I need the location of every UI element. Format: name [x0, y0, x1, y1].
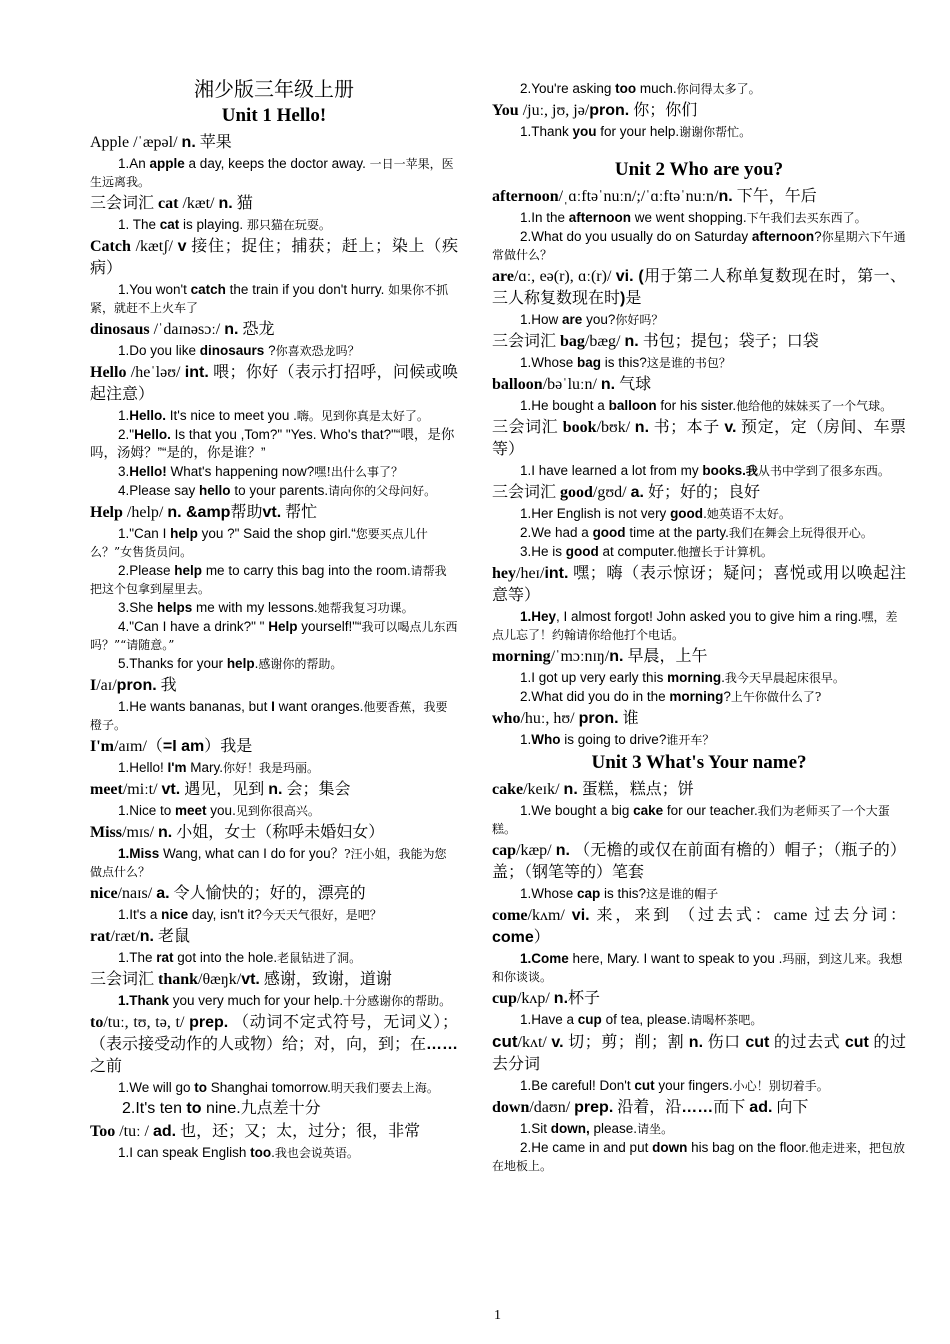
example-sentence: 2.What did you do in the morning?上午你做什么了?	[520, 689, 822, 704]
vocab-entry: Too /tuː / ad. 也，还；又；太，过分；很，非常	[90, 1123, 421, 1140]
example-sentence: 1.An apple a day, keeps the doctor away. 一日一苹果，医生远离我。	[90, 156, 454, 189]
example-sentence: 1.Whose bag is this?这是谁的书包？	[520, 355, 731, 370]
example-sentence: 1.We will go to Shanghai tomorrow.明天我们要去上海。	[118, 1080, 439, 1095]
vocab-entry: balloon/bəˈluːn/ n. 气球	[492, 376, 652, 393]
vocab-entry: afternoon/ˌɑːftəˈnuːn/;/ˈɑːftəˈnuːn/n. 下午，午后	[492, 188, 817, 205]
vocab-entry: 三会词汇 thank/θæŋk/vt. 感谢，致谢，道谢	[90, 971, 392, 988]
vocab-entry: 三会词汇 book/bʊk/ n. 书；本子 v. 预定，定（房间、车票等）	[492, 419, 906, 458]
example-sentence: 1.Who is going to drive?谁开车？	[520, 732, 715, 747]
example-sentence: 1.Thank you for your help.谢谢你帮忙。	[520, 124, 752, 139]
vocab-entry: cup/kʌp/ n.杯子	[492, 990, 601, 1007]
vocab-entry: to/tuː, tʊ, tə, t/ prep. （动词不定式符号，无词义）；（表示接受动作的人或物）给；对，向，到；在……之前	[90, 1014, 459, 1075]
example-sentence: 1.Hello. It's nice to meet you .嗨。见到你真是太好了。	[118, 408, 429, 423]
unit-heading: Unit 3 What's Your name?	[591, 752, 807, 773]
example-sentence: 4.Please say hello to your parents.请向你的父母问好。	[118, 483, 437, 498]
example-sentence: 1.How are you?你好吗？	[520, 312, 664, 327]
vocab-entry: 三会词汇 cat /kæt/ n. 猫	[90, 195, 253, 212]
vocab-entry: Miss/mɪs/ n. 小姐，女士（称呼未婚妇女）	[90, 824, 385, 841]
vocab-entry: who/huː, hʊ/ pron. 谁	[492, 710, 639, 727]
vocab-entry: dinosaus /ˈdaɪnəsɔː/ n. 恐龙	[90, 321, 275, 338]
example-sentence: 1. The cat is playing. 那只猫在玩耍。	[118, 217, 331, 232]
example-sentence: 1.Her English is not very good.她英语不太好。	[520, 506, 791, 521]
example-sentence: 2.You're asking too much.你问得太多了。	[520, 81, 761, 96]
example-sentence	[492, 142, 906, 156]
example-sentence: 1.Nice to meet you.见到你很高兴。	[118, 803, 320, 818]
example-sentence: 2.What do you usually do on Saturday afternoon?你星期六下午通常做什么？	[492, 229, 906, 262]
page-title: 湘少版三年级上册	[194, 79, 354, 101]
vocab-entry: cut/kʌt/ v. 切；剪；削；割 n. 伤口 cut 的过去式 cut 的过去分词	[492, 1032, 906, 1073]
vocab-entry: are/ɑː, eə(r), ɑː(r)/ vi. (用于第二人称单复数现在时，第一、三人称复数现在时)是	[492, 268, 906, 307]
unit-heading: Unit 2 Who are you?	[614, 159, 784, 180]
vocab-entry: morning/ˈmɔːnɪŋ/n. 早晨，上午	[492, 648, 708, 665]
example-sentence: 1.Hey, I almost forgot! John asked you to give him a ring.嘿，差点儿忘了！约翰请你给他打个电话。	[492, 609, 898, 642]
example-sentence: 1.You won't catch the train if you don't hurry. 如果你不抓紧，就赶不上火车了	[90, 282, 449, 315]
vocab-entry: meet/miːt/ vt. 遇见，见到 n. 会；集会	[90, 781, 351, 798]
example-sentence: 1.I can speak English too.我也会说英语。	[118, 1145, 359, 1160]
vocab-entry: I'm/aɪm/（=I am）我是	[90, 738, 253, 755]
vocab-entry: Apple /ˈæpəl/ n. 苹果	[90, 134, 232, 151]
vocab-entry: down/daʊn/ prep. 沿着，沿……而下 ad. 向下	[492, 1099, 809, 1116]
example-sentence: 5.Thanks for your help.感谢你的帮助。	[118, 656, 343, 671]
example-sentence: 3.She helps me with my lessons.她帮我复习功课。	[118, 600, 414, 615]
vocab-entry: 三会词汇 bag/bæg/ n. 书包；提包；袋子；口袋	[492, 333, 819, 350]
example-sentence: 1.Miss Wang, what can I do for you？?汪小姐，我能为您做点什么？	[90, 846, 447, 879]
example-sentence: 1.I have learned a lot from my books.我从书中学到了很多东西。	[520, 463, 890, 478]
example-sentence: 1.Have a cup of tea, please.请喝杯茶吧。	[520, 1012, 763, 1027]
right-column	[492, 80, 906, 1176]
vocab-entry: Hello /heˈləʊ/ int. 喂；你好（表示打招呼，问候或唤起注意）	[90, 364, 458, 403]
example-sentence: 1.He wants bananas, but I want oranges.他要香蕉，我要橙子。	[90, 699, 448, 732]
vocab-entry: Help /help/ n. &amp帮助vt. 帮忙	[90, 504, 318, 521]
vocab-entry: come/kʌm/ vi. 来，来到 （过去式：came 过去分词：come）	[492, 907, 906, 946]
example-sentence: 2.Please help me to carry this bag into the room.请帮我把这个包拿到屋里去。	[90, 563, 447, 596]
vocab-entry: cake/keɪk/ n. 蛋糕，糕点；饼	[492, 781, 694, 798]
example-sentence: 3.He is good at computer.他擅长于计算机。	[520, 544, 773, 559]
example-sentence: 2.He came in and put down his bag on the floor.他走进来，把包放在地板上。	[492, 1140, 905, 1173]
page-number: 1	[494, 1308, 501, 1323]
example-sentence: 1.The rat got into the hole.老鼠钻进了洞。	[118, 950, 362, 965]
example-sentence: 4."Can I have a drink?" " Help yourself!"“我可以喝点儿东西吗？”“请随意。”	[90, 619, 458, 652]
example-sentence: 3.Hello! What's happening now?嘿!出什么事了？	[118, 464, 404, 479]
vocab-entry: nice/naɪs/ a. 令人愉快的；好的，漂亮的	[90, 885, 366, 902]
example-sentence: 1.I got up very early this morning.我今天早晨起床很早。	[520, 670, 845, 685]
example-sentence: 1.Do you like dinosaurs ?你喜欢恐龙吗？	[118, 343, 360, 358]
example-sentence: 1.Whose cap is this?这是谁的帽子	[520, 886, 719, 901]
example-sentence: 1.In the afternoon we went shopping.下午我们去买东西了。	[520, 210, 867, 225]
vocab-entry: hey/heɪ/int. 嘿；嗨（表示惊讶；疑问；喜悦或用以唤起注意等）	[492, 565, 906, 604]
example-sentence: 2.It's ten to nine.九点差十分	[122, 1100, 321, 1117]
example-sentence: 1.Thank you very much for your help.十分感谢你的帮助。	[118, 993, 452, 1008]
example-sentence: 1.Come here, Mary. I want to speak to you .玛丽，到这儿来。我想和你谈谈。	[492, 951, 903, 984]
example-sentence: 2."Hello. Is that you ,Tom?" "Yes. Who's that?"“喂，是你吗，汤姆？”“是的，你是谁？”	[90, 427, 455, 460]
example-sentence: 1.Hello! I'm Mary.你好！我是玛丽。	[118, 760, 320, 775]
vocab-entry: You /juː, jʊ, jə/pron. 你；你们	[492, 102, 698, 119]
vocab-entry: cap/kæp/ n. （无檐的或仅在前面有檐的）帽子；（瓶子的）盖；（钢笔等的）笔套	[492, 842, 906, 881]
example-sentence: 1."Can I help you ?" Said the shop girl.“您要买点儿什么？”女售货员问。	[90, 526, 428, 559]
unit-heading: Unit 1 Hello!	[221, 105, 327, 126]
vocab-entry: rat/ræt/n. 老鼠	[90, 928, 191, 945]
vocab-entry: I/aɪ/pron. 我	[90, 677, 177, 694]
left-column	[90, 74, 458, 1163]
vocab-entry: 三会词汇 good/gʊd/ a. 好；好的；良好	[492, 484, 760, 501]
example-sentence: 1.We bought a big cake for our teacher.我们为老师买了一个大蛋糕。	[492, 803, 890, 836]
example-sentence: 2.We had a good time at the party.我们在舞会上玩得很开心。	[520, 525, 873, 540]
example-sentence: 1.He bought a balloon for his sister.他给他的妹妹买了一个气球。	[520, 398, 893, 413]
example-sentence: 1.Be careful! Don't cut your fingers.小心！别切着手。	[520, 1078, 829, 1093]
example-sentence: 1.It's a nice day, isn't it?今天天气很好，是吧？	[118, 907, 382, 922]
example-sentence: 1.Sit down, please.请坐。	[520, 1121, 674, 1136]
vocab-entry: Catch /kætʃ/ v 接住；捉住；捕获；赶上；染上（疾病）	[90, 238, 458, 277]
